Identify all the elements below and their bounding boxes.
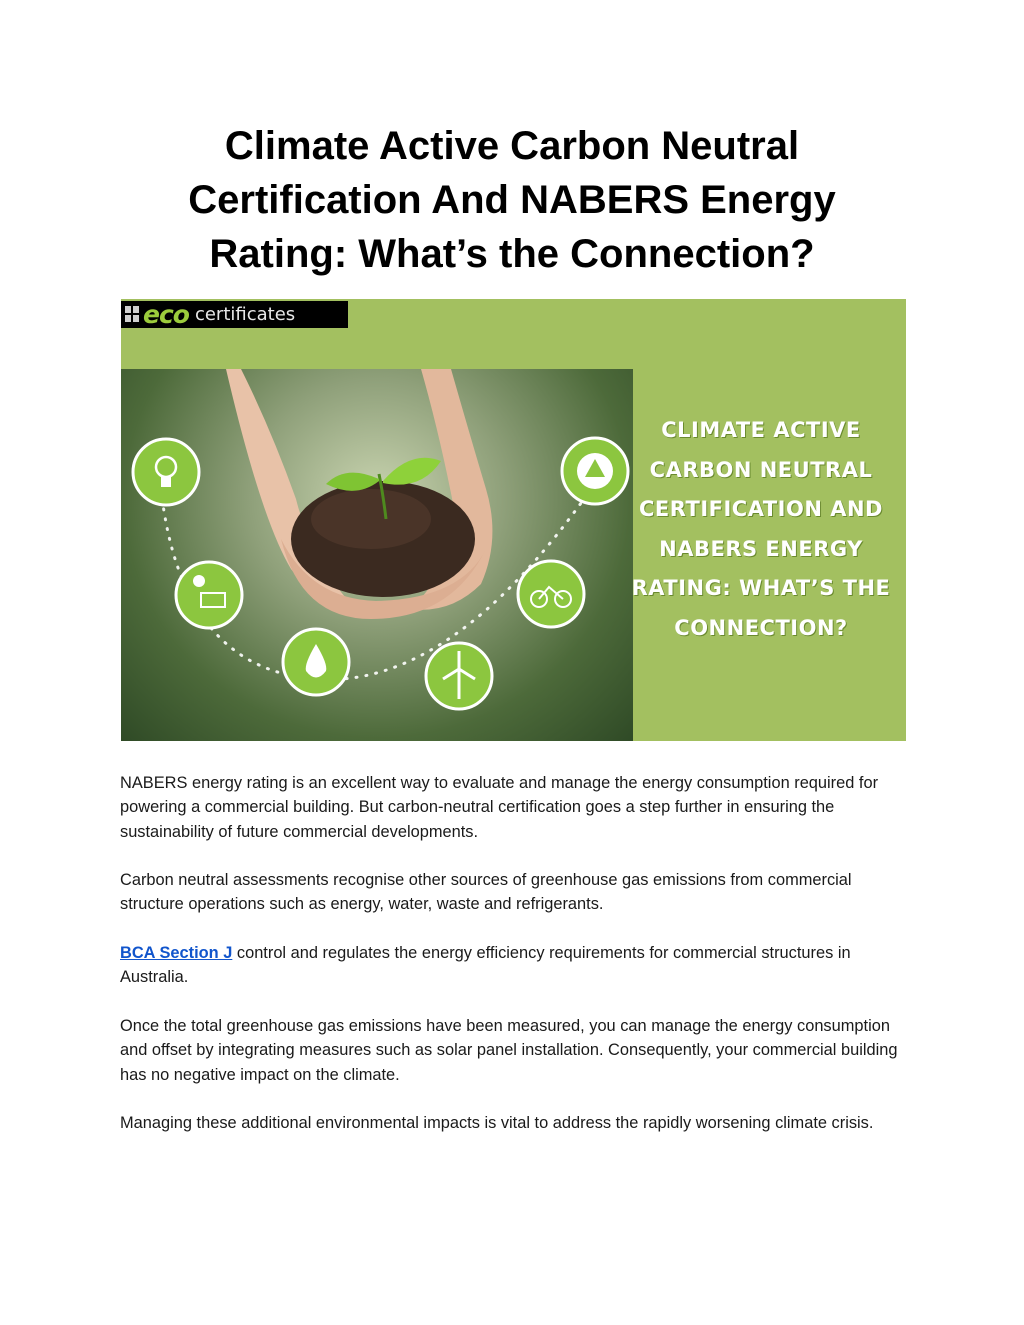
banner-headline-line-2: CARBON NEUTRAL [649, 457, 873, 482]
banner-headline [626, 411, 896, 648]
seedling-leaf-right [383, 458, 441, 485]
paragraph-carbon-neutral-assessments: Carbon neutral assessments recognise other sources of greenhouse gas emissions from commercial structure operations such as energy, water, waste and refrigerants. [120, 871, 852, 914]
banner-headline-line-6: CONNECTION? [674, 615, 848, 640]
paragraph-bca-section-j [120, 941, 910, 990]
bca-section-j-text: control and regulates the energy efficiency requirements for commercial structures in Australia. [120, 944, 851, 987]
bicycle-icon [518, 561, 584, 627]
logo-grid-icon [125, 306, 141, 324]
page-title [100, 119, 924, 281]
lightbulb-icon [133, 439, 199, 505]
wind-turbine-icon [426, 643, 492, 709]
title-line-1: Climate Active Carbon Neutral [224, 124, 800, 168]
solar-panel-icon [176, 562, 242, 628]
logo-certificates-text: certificates [194, 304, 296, 325]
title-line-2: Certification And NABERS Energy [188, 178, 836, 222]
paragraph-environmental-impacts: Managing these additional environmental impacts is vital to address the rapidly worsening climate crisis. [120, 1114, 874, 1133]
title-line-3: Rating: What’s the Connection? [209, 232, 815, 276]
banner-headline-line-1: CLIMATE ACTIVE [661, 418, 861, 442]
recycle-icon [562, 438, 628, 504]
hands-holding-seedling-photo [121, 369, 633, 741]
paragraph-emissions-measured: Once the total greenhouse gas emissions have been measured, you can manage the energy consumption and offset by integrating measures such as solar panel installation. Consequently, your commercial building has no negative impact on the climate. [120, 1016, 898, 1084]
eco-certificates-logo [121, 301, 348, 328]
hero-banner-image [121, 299, 906, 741]
banner-headline-line-5: RATING: WHAT’S THE [631, 576, 891, 600]
article-body [120, 771, 910, 1160]
paragraph-nabers-intro: NABERS energy rating is an excellent way to evaluate and manage the energy consumption required for powering a commercial building. But carbon-neutral certification goes a step further in ensuring the sustainability of future commercial developments. [120, 774, 879, 841]
photo-illustration [121, 369, 633, 741]
banner-headline-line-4: NABERS ENERGY [659, 536, 863, 561]
water-drop-icon [283, 629, 349, 695]
logo-eco-text: eco [143, 300, 189, 329]
banner-headline-line-3: CERTIFICATION AND [639, 497, 883, 521]
bca-section-j-link[interactable]: BCA Section J [120, 944, 233, 963]
